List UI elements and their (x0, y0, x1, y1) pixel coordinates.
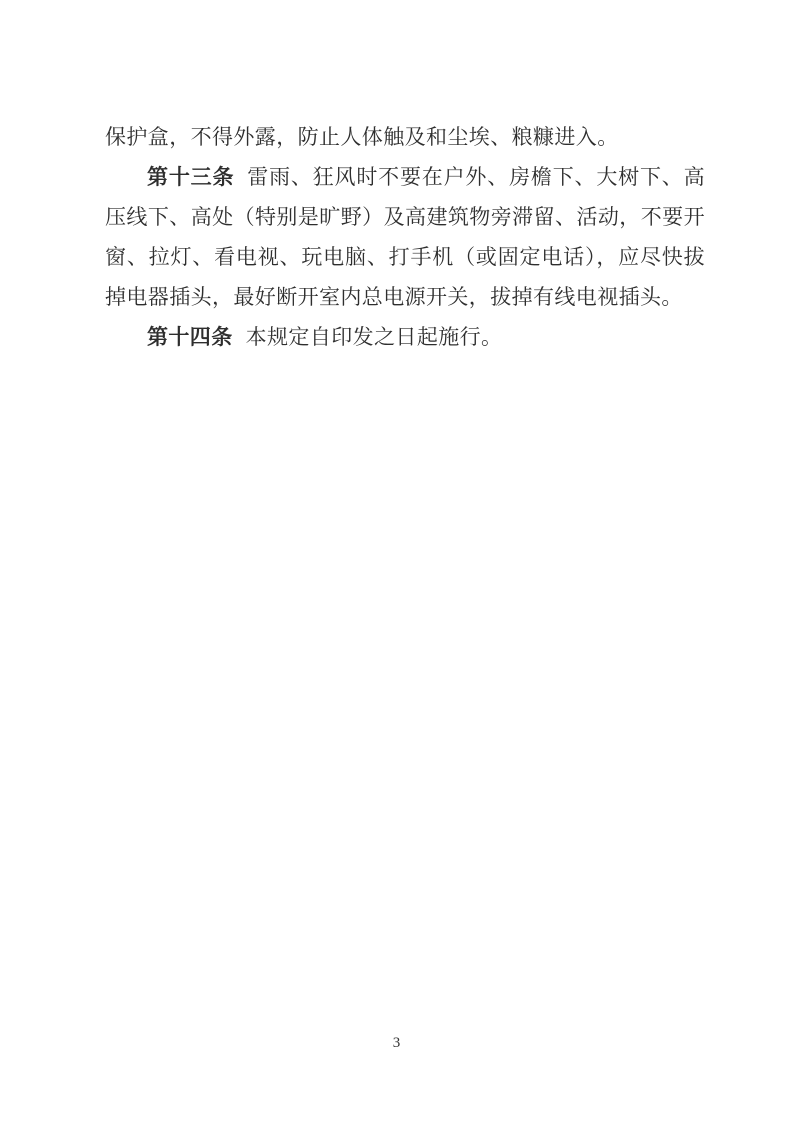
article-14-number: 第十四条 (147, 325, 233, 349)
page-footer (0, 1033, 793, 1053)
document-body (105, 117, 705, 357)
article-13-number: 第十三条 (147, 165, 235, 189)
page-number: 3 (392, 1035, 401, 1051)
paragraph-text: 本规定自印发之日起施行。 (245, 325, 503, 349)
paragraph-continuation (105, 117, 705, 157)
paragraph-text: 雷雨、狂风时不要在户外、房檐下、大树下、高压线下、高处（特别是旷野）及高建筑物旁滞留、活动，不要开窗、拉灯、看电视、玩电脑、打手机（或固定电话），应尽快拔掉电器插头，最好断开室内总电源开关，拔掉有线电视插头。 (105, 165, 705, 309)
paragraph-text: 保护盒，不得外露，防止人体触及和尘埃、粮糠进入。 (105, 125, 619, 149)
paragraph-article-14 (105, 317, 705, 357)
paragraph-article-13 (105, 157, 705, 317)
